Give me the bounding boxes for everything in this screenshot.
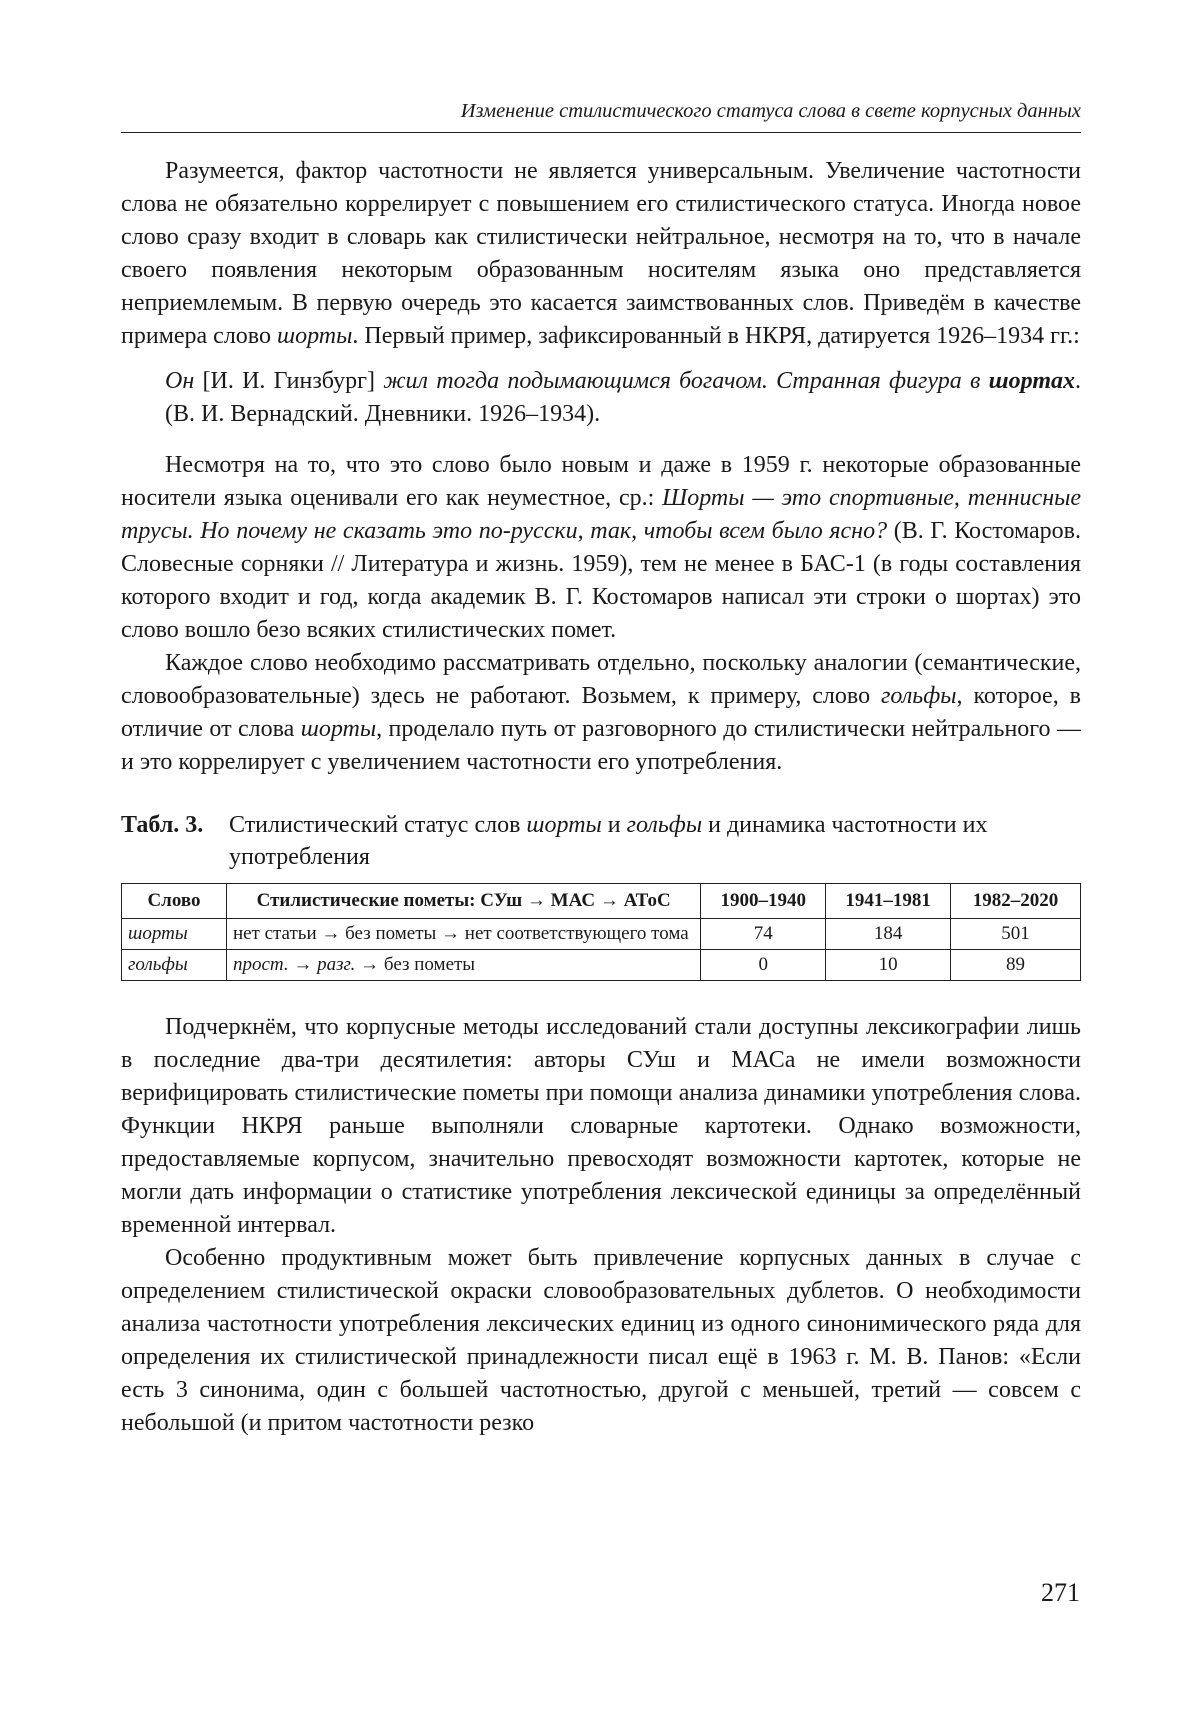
table-cell-word: гольфы [122,950,227,981]
body-text [121,155,1081,1440]
table-cell-value: 184 [826,919,951,950]
table-caption [121,809,1081,873]
table-cell-value: 0 [701,950,826,981]
paragraph-5: Особенно продуктивным может быть привлечение корпусных данных в случае с определением стилистической окраски словообразовательных дублетов. О необходимости анализа частотности употребления лексических единиц из одного синонимического ряда для определения их стилистической принадлежности писал ещё в 1963 г. М. В. Панов: «Если есть 3 синонима, один с большей частотностью, другой с меньшей, третий — совсем с небольшой (и притом частотности резко [121,1245,1081,1436]
frequency-table [121,883,1081,981]
table-row [122,950,1081,981]
table-cell-word: шорты [122,919,227,950]
column-header: 1982–2020 [951,884,1081,919]
table-cell-marks: нет статьи → без пометы → нет соответствующего тома [226,919,700,950]
paragraph-4: Подчеркнём, что корпусные методы исследований стали доступны лексикографии лишь в последние два-три десятилетия: авторы СУш и МАСа не имели возможности верифицировать стилистические пометы при помощи анализа динамики употребления слова. Функции НКРЯ раньше выполняли словарные картотеки. Однако возможности, предоставляемые корпусом, значительно превосходят возможности картотек, которые не могли дать информации о статистике употребления лексической единицы за определённый временной интервал. [121,1014,1081,1238]
table-title: Стилистический статус слов шорты и гольфы и динамика частотности их употребления [229,812,988,870]
table-label: Табл. 3. [121,812,204,838]
column-header: 1941–1981 [826,884,951,919]
table-cell-marks: прост. → разг. → без пометы [226,950,700,981]
table-cell-value: 10 [826,950,951,981]
page-number: 271 [1041,1578,1080,1607]
page [121,96,1081,1440]
table-header-row [122,884,1081,919]
quotation: Он [И. И. Гинзбург] жил тогда подымающимся богачом. Странная фигура в шортах. (В. И. Вернадский. Дневники. 1926–1934). [165,368,1081,427]
table-cell-value: 501 [951,919,1081,950]
running-header: Изменение стилистического статуса слова в свете корпусных данных [121,96,1081,133]
column-header: Слово [122,884,227,919]
column-header: 1900–1940 [701,884,826,919]
paragraph-2: Несмотря на то, что это слово было новым и даже в 1959 г. некоторые образованные носители языка оценивали его как неуместное, ср.: Шорты — это спортивные, теннисные трусы. Но почему не сказать это по-русски, так, чтобы всем было ясно? (В. Г. Костомаров. Словесные сорняки // Литература и жизнь. 1959), тем не менее в БАС-1 (в годы составления которого входит и год, когда академик В. Г. Костомаров написал эти строки о шортах) это слово вошло безо всяких стилистических помет. [121,452,1082,643]
table-cell-value: 74 [701,919,826,950]
paragraph-1: Разумеется, фактор частотности не является универсальным. Увеличение частотности слова не обязательно коррелирует с повышением его стилистического статуса. Иногда новое слово сразу входит в словарь как стилистически нейтральное, несмотря на то, что в начале своего появления некоторым образованным носителям языка оно представляется неприемлемым. В первую очередь это касается заимствованных слов. Приведём в качестве примера слово шорты. Первый пример, зафиксированный в НКРЯ, датируется 1926–1934 гг.: [121,158,1081,349]
table-cell-value: 89 [951,950,1081,981]
post-table-text [121,1011,1081,1440]
paragraph-3: Каждое слово необходимо рассматривать отдельно, поскольку аналогии (семантические, словообразовательные) здесь не работают. Возьмем, к примеру, слово гольфы, которое, в отличие от слова шорты, проделало путь от разговорного до стилистически нейтрального — и это коррелирует с увеличением частотности его употребления. [121,650,1082,775]
table-row [122,919,1081,950]
column-header: Стилистические пометы: СУш → МАС → АТоС [226,884,700,919]
